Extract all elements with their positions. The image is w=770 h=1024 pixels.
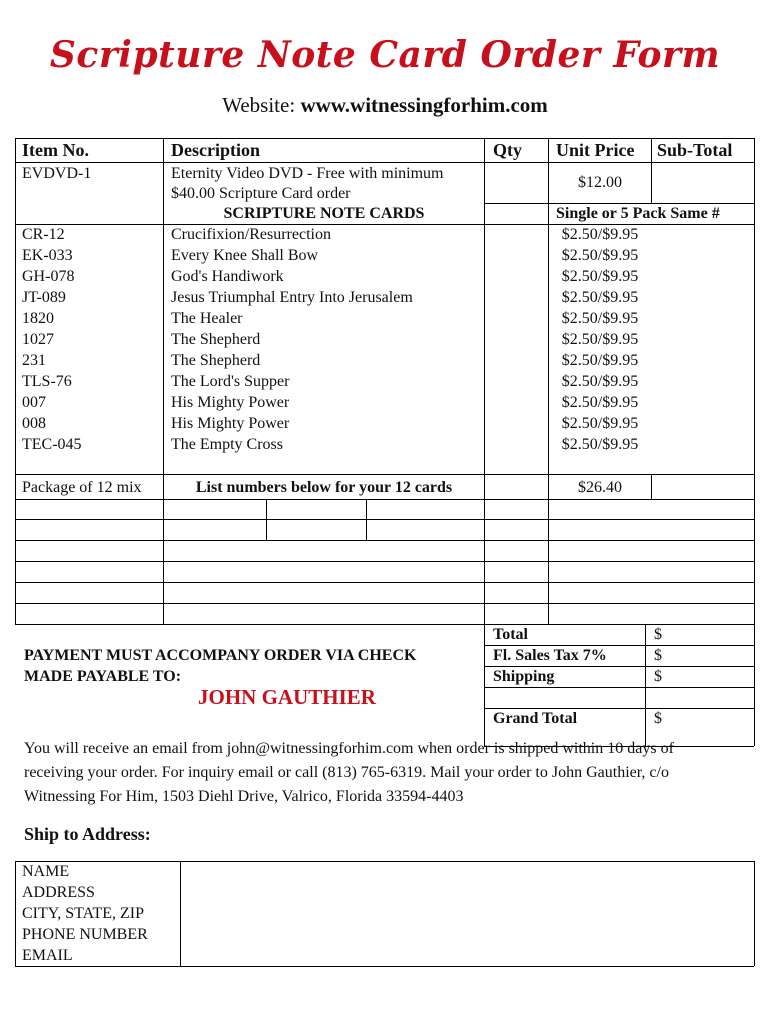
card-numbers-entry-grid[interactable]	[16, 500, 754, 624]
item-price: $2.50/$9.95	[561, 247, 639, 264]
payment-line2: MADE PAYABLE TO:	[24, 668, 182, 685]
item-price: $2.50/$9.95	[561, 310, 639, 327]
ship-field-label: CITY, STATE, ZIP	[22, 905, 144, 922]
item-number: TLS-76	[22, 373, 72, 390]
package-item-no: Package of 12 mix	[22, 479, 142, 496]
item-qty-field[interactable]	[485, 267, 548, 288]
header-unit-price: Unit Price	[556, 140, 635, 160]
item-description: His Mighty Power	[171, 415, 290, 432]
section-price-label: Single or 5 Pack Same #	[556, 205, 720, 222]
header-item-no: Item No.	[22, 140, 89, 160]
item-qty-field[interactable]	[485, 372, 548, 393]
dvd-unit-price: $12.00	[578, 174, 622, 191]
dvd-item-no: EVDVD-1	[22, 165, 92, 182]
item-description: His Mighty Power	[171, 394, 290, 411]
item-qty-field[interactable]	[485, 330, 548, 351]
item-description: Jesus Triumphal Entry Into Jerusalem	[171, 289, 413, 306]
item-number: 1820	[22, 310, 54, 327]
item-number: 008	[22, 415, 46, 432]
tax-value[interactable]: $	[654, 647, 662, 664]
payment-notice	[24, 645, 416, 687]
notice-line2: receiving your order. For inquiry email or call (813) 765-6319. Mail your order to John Gauthier, c/o	[24, 764, 669, 781]
item-number: GH-078	[22, 268, 75, 285]
item-qty-field[interactable]	[485, 225, 548, 246]
item-description: Every Knee Shall Bow	[171, 247, 319, 264]
total-label: Total	[493, 626, 528, 643]
shipping-notice	[24, 737, 754, 809]
grand-total-value[interactable]: $	[654, 710, 662, 727]
dvd-description-line1: Eternity Video DVD - Free with minimum	[171, 165, 444, 182]
item-description: The Shepherd	[171, 331, 261, 348]
header-qty: Qty	[493, 140, 522, 160]
item-price: $2.50/$9.95	[561, 394, 639, 411]
shipping-value[interactable]: $	[654, 668, 662, 685]
payment-line1: PAYMENT MUST ACCOMPANY ORDER VIA CHECK	[24, 647, 417, 664]
payee-name: JOHN GAUTHIER	[198, 685, 376, 709]
item-number: 231	[22, 352, 46, 369]
package-qty-field[interactable]	[485, 475, 548, 499]
item-price: $2.50/$9.95	[561, 352, 639, 369]
form-title: Scripture Note Card Order Form	[49, 34, 721, 76]
item-price: $2.50/$9.95	[561, 415, 639, 432]
item-number: 1027	[22, 331, 54, 348]
ship-field-label: EMAIL	[22, 947, 73, 964]
item-description: Crucifixion/Resurrection	[171, 226, 331, 243]
item-price: $2.50/$9.95	[561, 268, 639, 285]
dvd-subtotal-field[interactable]	[652, 163, 754, 203]
item-qty-field[interactable]	[485, 309, 548, 330]
item-description: The Healer	[171, 310, 243, 327]
ship-field-input[interactable]	[181, 946, 754, 967]
item-qty-field[interactable]	[485, 246, 548, 267]
item-price: $2.50/$9.95	[561, 331, 639, 348]
dvd-qty-field[interactable]	[485, 163, 548, 203]
item-description: The Lord's Supper	[171, 373, 290, 390]
item-qty-field[interactable]	[485, 288, 548, 309]
item-qty-field[interactable]	[485, 414, 548, 435]
item-qty-field[interactable]	[485, 393, 548, 414]
package-price: $26.40	[578, 479, 622, 496]
grand-total-label: Grand Total	[493, 710, 578, 727]
item-number: JT-089	[22, 289, 66, 306]
ship-field-input[interactable]	[181, 904, 754, 925]
item-number: CR-12	[22, 226, 65, 243]
item-qty-field[interactable]	[485, 435, 548, 456]
website-label: Website:	[222, 93, 296, 117]
ship-field-label: PHONE NUMBER	[22, 926, 148, 943]
dvd-description-line2: $40.00 Scripture Card order	[171, 185, 351, 202]
item-number: TEC-045	[22, 436, 82, 453]
item-number: 007	[22, 394, 46, 411]
header-description: Description	[171, 140, 260, 160]
section-label: SCRIPTURE NOTE CARDS	[223, 205, 425, 222]
ship-field-input[interactable]	[181, 883, 754, 904]
item-description: God's Handiwork	[171, 268, 284, 285]
item-number: EK-033	[22, 247, 73, 264]
item-description: The Shepherd	[171, 352, 261, 369]
ship-field-label: ADDRESS	[22, 884, 95, 901]
notice-line3: Witnessing For Him, 1503 Diehl Drive, Valrico, Florida 33594-4403	[24, 788, 464, 805]
total-value[interactable]: $	[654, 626, 662, 643]
item-description: The Empty Cross	[171, 436, 283, 453]
ship-field-input[interactable]	[181, 862, 754, 883]
shipping-label: Shipping	[493, 668, 555, 685]
package-description: List numbers below for your 12 cards	[195, 479, 453, 496]
ship-field-label: NAME	[22, 863, 70, 880]
header-subtotal: Sub-Total	[657, 140, 733, 160]
item-price: $2.50/$9.95	[561, 289, 639, 306]
ship-field-input[interactable]	[181, 925, 754, 946]
item-qty-field[interactable]	[485, 351, 548, 372]
website-url[interactable]: www.witnessingforhim.com	[300, 93, 548, 117]
item-price: $2.50/$9.95	[561, 436, 639, 453]
tax-label: Fl. Sales Tax 7%	[493, 647, 607, 664]
item-price: $2.50/$9.95	[561, 373, 639, 390]
item-price: $2.50/$9.95	[561, 226, 639, 243]
ship-to-heading: Ship to Address:	[24, 824, 151, 844]
notice-line1: You will receive an email from john@witnessingforhim.com when order is shipped within 10 days of	[24, 740, 674, 757]
